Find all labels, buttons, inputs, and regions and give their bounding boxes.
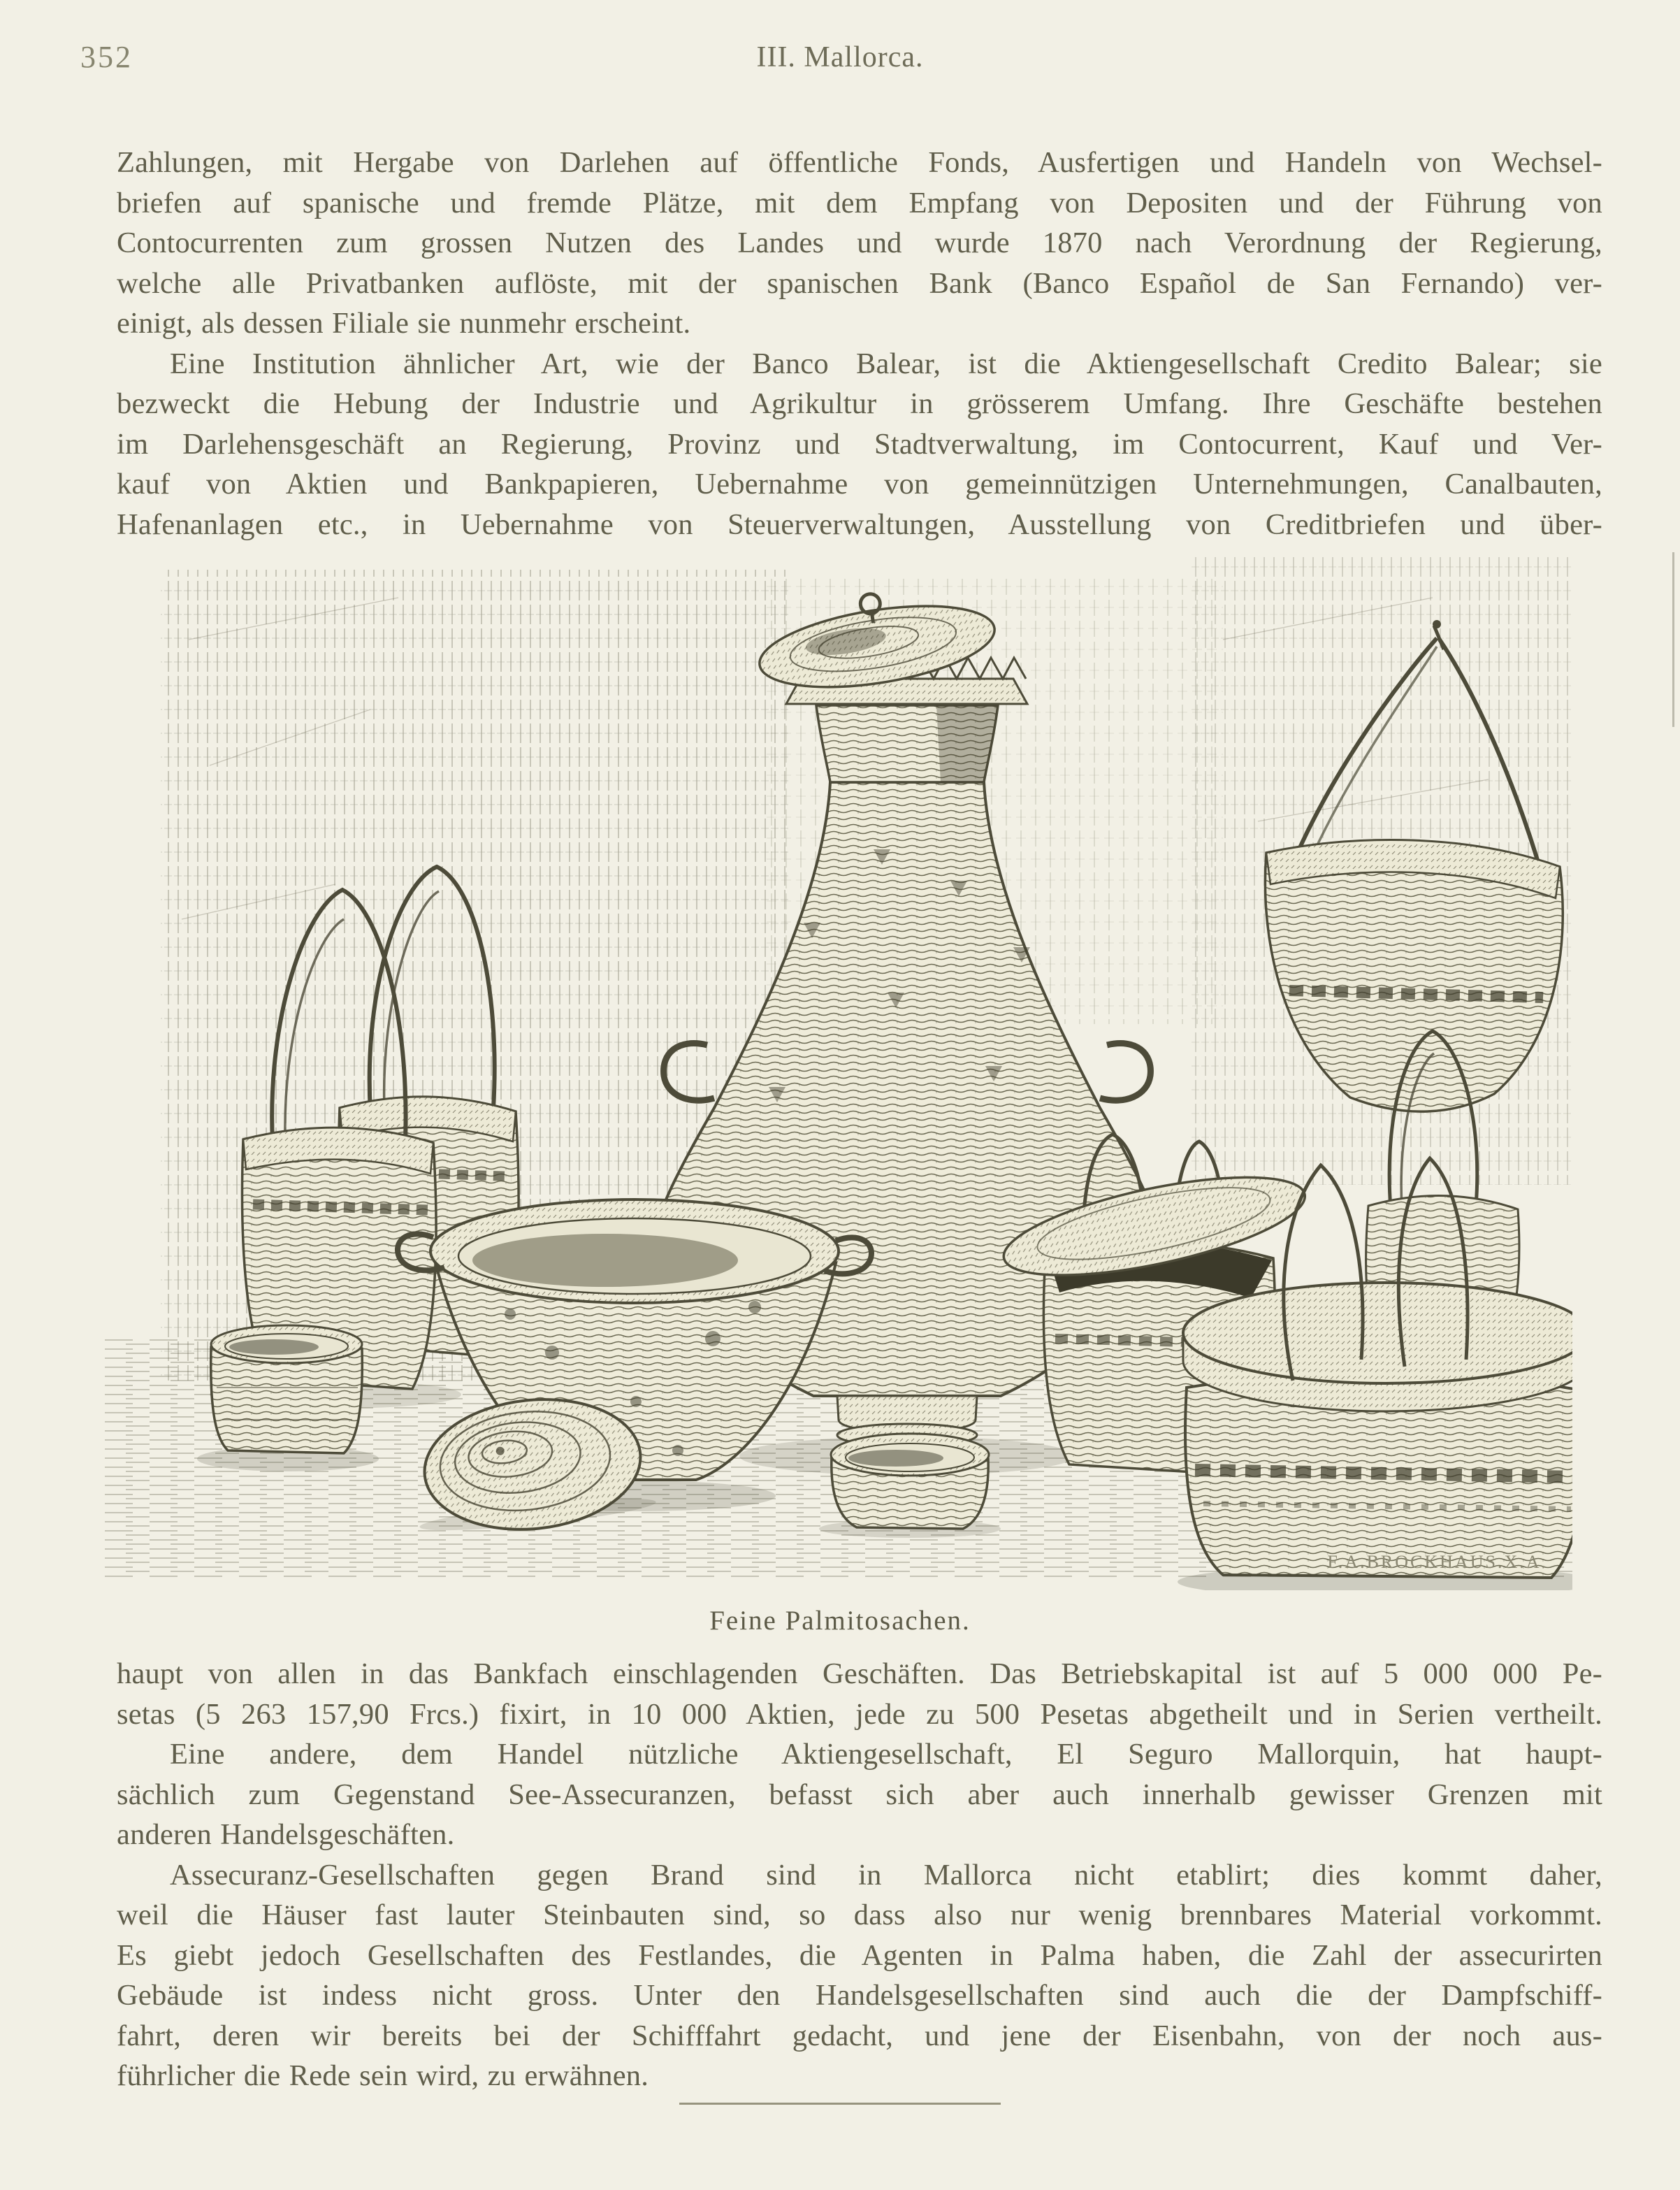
engraver-signature: F.A.BROCKHAUS.X.A. (1327, 1552, 1548, 1572)
text-line: bezweckt die Hebung der Industrie und Agrikultur in grösserem Umfang. Ihre Geschäfte bestehen (117, 387, 1602, 420)
text-line: Es giebt jedoch Gesellschaften des Festlandes, die Agenten in Palma haben, die Zahl der assecurirten (117, 1938, 1602, 1972)
text-line: Eine Institution ähnlicher Art, wie der Banco Balear, ist die Aktiengesellschaft Credito Balear; sie (170, 347, 1602, 380)
text-line: Eine andere, dem Handel nützliche Aktiengesellschaft, El Seguro Mallorquin, hat haupt- (170, 1738, 1602, 1771)
engraving-baskets (105, 556, 1572, 1590)
text-line: Contocurrenten zum grossen Nutzen des Landes und wurde 1870 nach Verordnung der Regierung, (117, 226, 1602, 259)
text-line: haupt von allen in das Bankfach einschlagenden Geschäften. Das Betriebskapital ist auf 5 000 000 Pe- (117, 1657, 1602, 1690)
text-line: fahrt, deren wir bereits bei der Schifffahrt gedacht, und jene der Eisenbahn, von der noch aus- (117, 2019, 1602, 2052)
text-line: sächlich zum Gegenstand See-Assecuranzen, befasst sich aber auch innerhalb gewisser Grenzen mit (117, 1778, 1602, 1811)
text-line: welche alle Privatbanken auflöste, mit der spanischen Bank (Banco Español de San Fernando) ver- (117, 266, 1602, 300)
text-line: briefen auf spanische und fremde Plätze, mit dem Empfang von Depositen und der Führung von (117, 186, 1602, 219)
body-text-bottom (117, 1654, 1602, 2096)
running-title: III. Mallorca. (756, 41, 924, 73)
text-line: weil die Häuser fast lauter Steinbauten sind, so dass also nur wenig brennbares Material vorkommt. (117, 1899, 1602, 1931)
text-line: setas (5 263 157,90 Frcs.) fixirt, in 10 000 Aktien, jede zu 500 Pesetas abgetheilt und in Serien vertheilt. (117, 1697, 1602, 1731)
text-line: Gebäude ist indess nicht gross. Unter den Handelsgesellschaften sind auch die der Dampfschiff- (117, 1979, 1602, 2012)
text-line: führlicher die Rede sein wird, zu erwähnen. (117, 2059, 649, 2092)
scan-edge-artifact (1672, 552, 1674, 727)
text-line: Assecuranz-Gesellschaften gegen Brand sind in Mallorca nicht etablirt; dies kommt daher, (170, 1858, 1602, 1892)
text-line: einigt, als dessen Filiale sie nunmehr erscheint. (117, 307, 691, 340)
figure-engraving (105, 556, 1572, 1590)
text-line: Zahlungen, mit Hergabe von Darlehen auf öffentliche Fonds, Ausfertigen und Handeln von Wechsel- (117, 146, 1602, 179)
text-line: im Darlehensgeschäft an Regierung, Provinz und Stadtverwaltung, im Contocurrent, Kauf und Ver- (117, 427, 1602, 461)
page-number: 352 (80, 40, 133, 74)
section-divider (679, 2103, 1001, 2105)
figure-caption: Feine Palmitosachen. (709, 1606, 971, 1636)
body-text-top (117, 143, 1602, 545)
text-line: Hafenanlagen etc., in Uebernahme von Steuerverwaltungen, Ausstellung von Creditbriefen und über- (117, 507, 1602, 541)
text-line: anderen Handelsgeschäften. (117, 1818, 455, 1851)
text-line: kauf von Aktien und Bankpapieren, Uebernahme von gemeinnützigen Unternehmungen, Canalbauten, (117, 468, 1602, 500)
